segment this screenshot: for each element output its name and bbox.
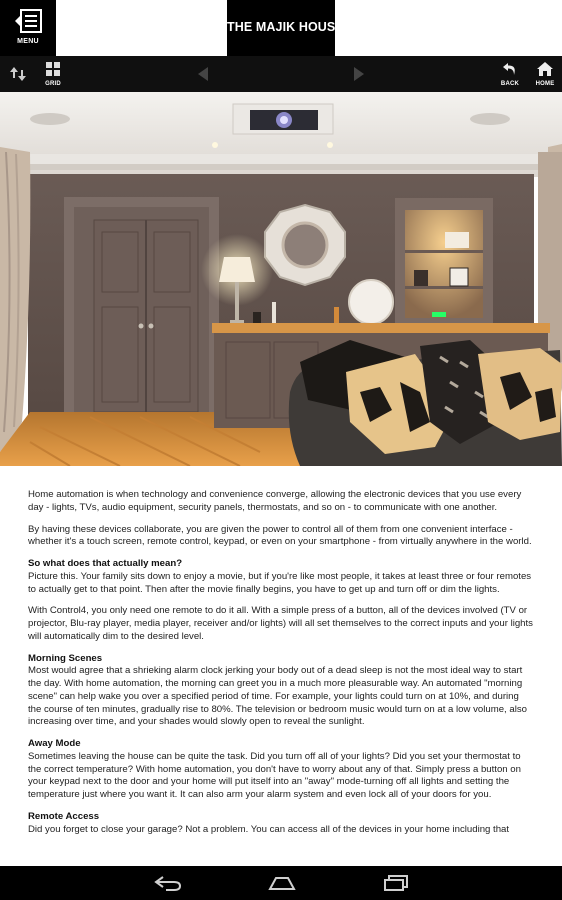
section-heading: Away Mode: [28, 738, 81, 749]
article-paragraph: By having these devices collaborate, you are given the power to control all of them from one convenient interface - whether it's a touch screen, remote control, keypad, or even on your smartphone - from virtually anywhere in the world.: [28, 523, 532, 548]
home-button[interactable]: [532, 62, 558, 90]
arrow-left-icon: [195, 66, 211, 82]
toolbar: [0, 56, 562, 92]
section-body: Sometimes leaving the house can be quite the task. Did you turn off all of your lights? Did you set your thermostat to the correct temperature? With home automation, you don't have to worry about any of that. Simply press a button on your keypad next to the door and your home will put itself into an "away" mode-turning off all lights and setting the temperature just where you want it. It can also arm your alarm system and even lock all of your doors for you.: [28, 750, 521, 800]
grid-button[interactable]: [40, 62, 66, 90]
menu-button[interactable]: [0, 0, 56, 56]
section-body: Most would agree that a shrieking alarm clock jerking your body out of a dead sleep is not the most ideal way to start the day. With home automation, the morning can greet you in a much more pleasurable way. An automated "morning scene" can help wake you over a specified period of time. For example, your lights could turn on at 10%, and during the course of ten minutes, gradually rise to 80%. The television or bedroom music would turn on at a low volume, also increasing over time, and your shades would slowly open to reveal the sunlight.: [28, 665, 527, 728]
article-section: [28, 653, 534, 730]
grid-label: GRID: [45, 81, 61, 87]
arrow-right-icon: [351, 66, 367, 82]
article-section: [28, 558, 534, 644]
grid-icon: [46, 62, 60, 76]
system-nav-bar: [0, 866, 562, 900]
back-button[interactable]: [497, 62, 523, 90]
nav-recents-icon[interactable]: [383, 875, 409, 891]
nav-back-icon[interactable]: [154, 875, 182, 891]
section-body: Did you forget to close your garage? Not a problem. You can access all of the devices in your home including that: [28, 823, 510, 835]
app-header: [0, 0, 562, 56]
previous-button[interactable]: [195, 66, 211, 82]
back-arrow-icon: [502, 62, 518, 76]
article-paragraph: Home automation is when technology and convenience converge, allowing the electronic devices that you use every day - lights, TVs, audio equipment, security panels, thermostats, and so on - to communicate with one another.: [28, 489, 522, 513]
next-button[interactable]: [351, 66, 367, 82]
article-section: [28, 811, 534, 837]
back-label: BACK: [500, 81, 520, 87]
section-heading: Remote Access: [28, 810, 100, 822]
brand-title: THE MAJIK HOUSE: [227, 0, 335, 56]
sort-button[interactable]: [9, 66, 27, 82]
article-section: [28, 738, 534, 802]
section-heading: So what does that actually mean?: [28, 558, 183, 569]
section-body: Picture this. Your family sits down to enjoy a movie, but if you're like most people, it takes at least three or four remotes to actually get to that point. Then after the movie finally begins, you have to get up and turn off or dim the lights.: [28, 570, 532, 595]
home-label: HOME: [535, 81, 555, 87]
menu-icon: [14, 9, 42, 35]
nav-home-icon[interactable]: [268, 875, 296, 891]
section-heading: Morning Scenes: [28, 652, 103, 664]
article: [0, 466, 562, 866]
sort-arrows-icon: [9, 66, 27, 82]
section-body: With Control4, you only need one remote to do it all. With a simple press of a button, all of the devices involved (TV or projector, Blu-ray player, media player, receiver and/or lights) will all set themselves to the correct inputs and your lights will automatically dim to the desired level.: [28, 605, 533, 642]
room-photo: [0, 92, 562, 466]
menu-label: MENU: [17, 38, 39, 45]
home-icon: [537, 62, 553, 76]
